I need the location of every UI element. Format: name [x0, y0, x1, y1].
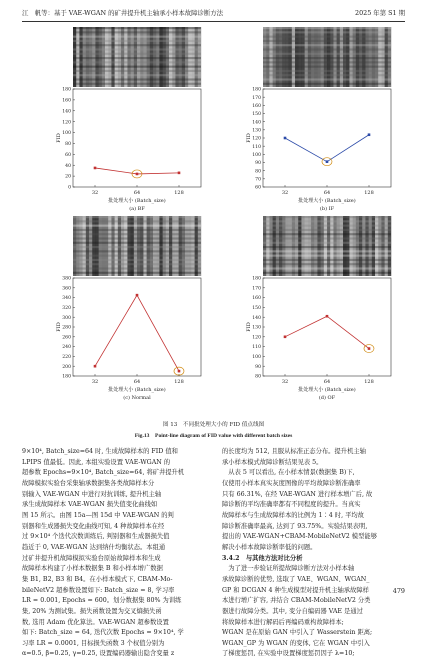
text-line: 集, 20% 为测试集。损失函数设置为交叉熵损失函: [22, 607, 162, 615]
text-line: bileNetV2 超参数设置如下: Batch_size = 8, 学习率: [22, 586, 175, 594]
text-line: LR = 0.001, Epochs = 600。划分数据集 80% 为训练: [22, 597, 182, 605]
y-tick-label: 100: [252, 152, 261, 158]
texture-row: [263, 242, 391, 244]
chart-svg: [55, 216, 203, 406]
text-line: 提出的 VAE-WGAN+CBAM-MobileNetV2 模型能够: [222, 533, 377, 541]
text-line: 超参数 Epochs=9×10⁴, Batch_size=64, 将矿井提升机: [22, 469, 185, 477]
text-line: 9×10⁴, Batch_size=64 时, 生成故障样本的 FID 值和: [22, 448, 178, 455]
x-tick-label: 128: [364, 190, 374, 196]
text-line: 集 B1, B2, B3 和 B4。在小样本模式下, CBAM-Mo-: [22, 575, 173, 583]
x-tick-label: 64: [323, 379, 331, 385]
y-tick-label: 120: [252, 335, 261, 341]
texture-row: [73, 246, 201, 248]
x-axis-label: 批处理大小 (Batch_size): [298, 198, 356, 204]
sample-image: [73, 216, 201, 276]
texture-row: [263, 36, 391, 38]
data-point: [326, 160, 329, 163]
text-line: 器进行故障分类。其中, 变分自编码器 VAE 是通过: [222, 607, 363, 615]
texture-row: [73, 74, 201, 76]
sample-image: [73, 27, 201, 87]
header-issue: 2025 年第 S1 期: [355, 8, 405, 17]
subfigure-label: (b) IF: [319, 206, 335, 212]
y-tick-label: 160: [62, 98, 71, 104]
text-line: 仅使用小样本真实灰度图像的平均故障诊断准确率: [222, 479, 361, 487]
y-tick-label: 170: [252, 95, 261, 101]
texture-row: [73, 31, 201, 33]
texture-row: [73, 237, 201, 239]
data-point: [284, 137, 287, 140]
subfigure-label: (a) BF: [129, 206, 145, 212]
texture-row: [73, 216, 201, 218]
section-heading: 3.4.2 与其他方法对比分析: [222, 554, 303, 562]
text-line: 为了进一步验证所提故障诊断方法对小样本轴: [222, 565, 355, 573]
y-tick-label: 300: [62, 315, 71, 321]
y-tick-label: 170: [252, 286, 261, 292]
texture-row: [263, 250, 391, 252]
y-tick-label: 90: [255, 161, 261, 167]
texture-row: [263, 225, 391, 227]
texture-row: [263, 53, 391, 55]
x-axis-label: 批处理大小 (Batch_size): [108, 198, 166, 204]
x-axis-label: 批处理大小 (Batch_size): [298, 387, 356, 393]
y-tick-label: 130: [252, 325, 261, 331]
y-axis-label: FID: [246, 133, 252, 143]
text-line: 故障样本与生成故障样本的比例为 1∶4 时, 平均故: [222, 511, 364, 519]
texture-row: [263, 31, 391, 33]
subfigure-label: (c) Normal: [123, 395, 151, 401]
plot-frame: [263, 278, 391, 376]
texture-row: [73, 48, 201, 50]
y-tick-label: 80: [65, 142, 71, 148]
texture-row: [73, 267, 201, 269]
chart-normal: [55, 216, 203, 406]
texture-row: [263, 233, 391, 235]
figure-caption-cn: 图 13 不同批处理大小的 FID 值点线图: [162, 422, 265, 428]
y-tick-label: 160: [252, 103, 261, 109]
y-tick-label: 120: [62, 120, 71, 126]
text-line: 别输入 VAE-WGAN 中进行对抗训练, 提升机主轴: [22, 490, 162, 498]
texture-row: [73, 259, 201, 261]
text-line: 的长度均为 512, 且服从标准正态分布。提升机主轴: [222, 448, 366, 455]
y-tick-label: 260: [62, 335, 71, 341]
y-tick-label: 200: [62, 364, 71, 370]
text-line: 本进行增广扩容, 并结合 CBAM-MobileNetV2 分类: [222, 597, 371, 605]
data-point: [136, 173, 139, 176]
texture-row: [73, 44, 201, 46]
data-point: [178, 172, 181, 175]
plot-frame: [73, 89, 201, 187]
texture-row: [263, 263, 391, 265]
y-tick-label: 150: [252, 306, 261, 311]
x-tick-label: 128: [174, 190, 184, 196]
y-tick-label: 140: [252, 315, 261, 321]
y-tick-label: 180: [62, 87, 71, 93]
chart-svg: [55, 27, 203, 217]
texture-row: [73, 229, 201, 231]
y-axis-label: FID: [56, 133, 62, 143]
texture-row: [263, 44, 391, 46]
text-line: 承生成故障样本 VAE-WGAN 损失值变化曲线如: [22, 501, 158, 509]
x-tick-label: 64: [323, 190, 331, 196]
texture-row: [73, 27, 201, 29]
texture-row: [73, 242, 201, 244]
texture-row: [263, 70, 391, 72]
texture-row: [73, 53, 201, 55]
texture-row: [73, 78, 201, 80]
y-tick-label: 140: [62, 109, 71, 115]
y-tick-label: 150: [252, 112, 261, 118]
y-tick-label: 60: [65, 152, 71, 158]
page-number: 479: [392, 587, 405, 595]
chart-svg: [245, 216, 393, 406]
texture-row: [263, 57, 391, 59]
text-line: 从表 5 可以看出, 在小样本情景(数据集 B)下,: [222, 469, 355, 477]
texture-row: [263, 229, 391, 231]
y-tick-label: 100: [62, 131, 71, 137]
text-line: 障诊断准确率最高, 达到了 93.75%。实验结果表明,: [222, 522, 368, 530]
plot-frame: [73, 278, 201, 376]
x-tick-label: 128: [174, 379, 184, 385]
data-point: [136, 294, 139, 297]
data-point: [94, 365, 97, 368]
data-point: [326, 315, 329, 318]
y-tick-label: 80: [255, 169, 261, 175]
texture-row: [73, 66, 201, 68]
texture-row: [263, 255, 391, 257]
x-tick-label: 64: [133, 190, 141, 196]
y-axis-label: FID: [56, 322, 62, 332]
text-line: 图 15 所示。由图 15a—图 15d 中 VAE-WGAN 的判: [22, 511, 174, 519]
y-tick-label: 120: [252, 136, 261, 142]
texture-row: [73, 220, 201, 222]
text-line: 过矿井提升机故障模拟实验台原始故障样本和生成: [22, 554, 161, 562]
y-tick-label: 110: [252, 345, 261, 351]
y-tick-label: 180: [62, 374, 71, 380]
text-line: α=0.5, β=0.25, γ=0.25, 设置编码器输出隐含变量 z: [22, 650, 175, 658]
texture-row: [263, 272, 391, 274]
text-line: 别器和生成器损失变化曲线可知, 4 种故障样本在经: [22, 522, 165, 530]
y-tick-label: 70: [255, 177, 261, 183]
texture-row: [73, 36, 201, 38]
text-line: 故障模拟实验台采集轴承数据集各类故障样本分: [22, 479, 155, 487]
x-tick-label: 32: [91, 190, 99, 196]
y-tick-label: 360: [62, 286, 71, 292]
text-line: 只有 66.31%, 在经 VAE-WGAN 进行样本增广后, 故: [222, 490, 373, 498]
text-line: 趋近于 0, VAE-WGAN 达到纳什均衡状态。本组通: [22, 543, 166, 551]
text-line: LPIPS 值最低。因此, 本组实验设置 VAE-WGAN 的: [22, 458, 171, 466]
texture-row: [73, 233, 201, 235]
data-point: [284, 336, 287, 339]
texture-row: [263, 237, 391, 239]
data-point: [178, 370, 181, 373]
y-tick-label: 140: [252, 120, 261, 126]
series-line: [95, 295, 179, 371]
texture-row: [263, 259, 391, 261]
x-axis-label: 批处理大小 (Batch_size): [108, 387, 166, 393]
left-column-text: [22, 447, 214, 660]
chart-bf: [55, 27, 203, 217]
text-line: 数, 选用 Adam 优化算法。VAE-WGAN 超参数设置: [22, 618, 169, 626]
y-tick-label: 100: [252, 355, 261, 360]
y-tick-label: 340: [62, 296, 71, 302]
texture-row: [73, 255, 201, 257]
texture-row: [263, 216, 391, 218]
x-tick-label: 32: [281, 190, 289, 196]
text-line: 了梯度惩罚, 在实验中设置梯度惩罚因子 λ=10;: [222, 650, 355, 658]
text-line: 障诊断的平均准确率都有不同程度的提升。当真实: [222, 501, 361, 509]
y-tick-label: 40: [65, 163, 71, 169]
text-line: 解决小样本故障诊断率低的问题。: [222, 543, 317, 551]
y-tick-label: 160: [252, 296, 261, 302]
subfigure-label: (d) OF: [318, 395, 336, 401]
texture-row: [73, 83, 201, 85]
y-tick-label: 320: [62, 306, 71, 311]
figure-caption-en: Fig.13 Point-line diagram of FID value with different batch sizes: [134, 433, 293, 439]
y-tick-label: 0: [68, 185, 71, 191]
y-tick-label: 180: [252, 87, 261, 93]
texture-row: [263, 267, 391, 269]
text-line: 习率 LR = 0.0001, 目标损失函数 3 个权值分别为: [22, 639, 165, 647]
texture-row: [73, 250, 201, 252]
texture-row: [73, 61, 201, 63]
texture-row: [263, 74, 391, 76]
y-tick-label: 20: [65, 174, 71, 180]
y-tick-label: 130: [252, 128, 261, 134]
texture-row: [73, 40, 201, 42]
text-line: 故障样本构建了小样本数据集 B 和小样本增广数据: [22, 565, 163, 573]
x-tick-label: 32: [281, 379, 289, 385]
texture-row: [263, 40, 391, 42]
text-line: GP 和 DCGAN 4 种生成模型对提升机主轴承故障样: [222, 586, 369, 594]
texture-row: [73, 70, 201, 72]
data-point: [368, 347, 371, 350]
texture-row: [263, 61, 391, 63]
texture-row: [73, 272, 201, 274]
y-tick-label: 110: [252, 144, 261, 150]
data-point: [94, 167, 97, 170]
y-tick-label: 80: [255, 374, 261, 380]
x-tick-label: 64: [133, 379, 141, 385]
x-tick-label: 128: [364, 379, 374, 385]
running-header: [22, 6, 405, 18]
y-tick-label: 60: [255, 185, 261, 191]
y-tick-label: 180: [252, 276, 261, 282]
chart-if: [245, 27, 393, 217]
texture-row: [263, 83, 391, 85]
text-line: WGAN 是在原始 GAN 中引入了 Wasserstein 距离;: [222, 629, 373, 637]
y-axis-label: FID: [246, 322, 252, 332]
x-tick-label: 32: [91, 379, 99, 385]
texture-row: [263, 48, 391, 50]
texture-row: [263, 66, 391, 68]
plot-frame: [263, 89, 391, 187]
header-rule: [22, 21, 405, 22]
texture-row: [73, 225, 201, 227]
text-line: 如下: Batch_size = 64, 迭代次数 Epochs = 9×10⁴, 学: [22, 629, 184, 637]
texture-row: [73, 263, 201, 265]
y-tick-label: 380: [62, 276, 71, 282]
sample-image: [263, 216, 391, 276]
y-tick-label: 280: [62, 325, 71, 331]
text-line: WGAN_GP 为 WGAN 的变体, 它在 WGAN 中引入: [222, 639, 370, 647]
texture-row: [263, 27, 391, 29]
texture-row: [263, 78, 391, 80]
texture-row: [263, 220, 391, 222]
y-tick-label: 90: [255, 364, 261, 370]
right-column-text: [222, 447, 406, 660]
text-line: 承小样本模式故障诊断结果见表 5。: [222, 458, 323, 466]
header-title: 江 帆等：基于 VAE-WGAN 的矿井提升机主轴承小样本故障诊断方法: [22, 8, 224, 17]
sample-image: [263, 27, 391, 87]
series-line: [285, 316, 369, 348]
chart-svg: [245, 27, 393, 217]
y-tick-label: 220: [62, 355, 71, 360]
texture-row: [263, 246, 391, 248]
y-tick-label: 240: [62, 345, 71, 351]
texture-row: [73, 57, 201, 59]
data-point: [368, 133, 371, 136]
text-line: 将故障样本进行解码后再编码重构故障样本;: [222, 618, 344, 626]
text-line: 过 9×10⁴ 个迭代次数训练后, 判别器和生成器损失值: [22, 533, 170, 541]
text-line: 承故障诊断的优势, 选取了 VAE、WGAN、WGAN_: [222, 575, 370, 583]
chart-of: [245, 216, 393, 406]
